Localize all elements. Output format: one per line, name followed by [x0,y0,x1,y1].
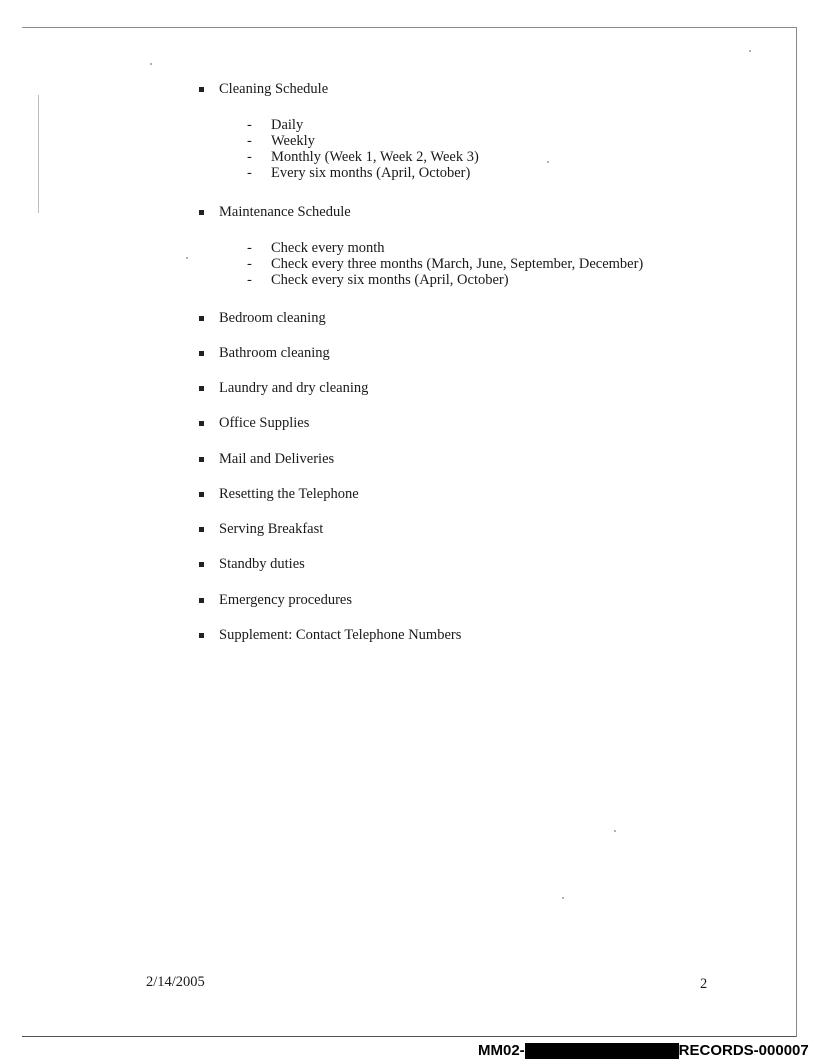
footer-date: 2/14/2005 [146,974,205,990]
scan-speck [749,50,751,52]
sub-item-label: Weekly [271,133,315,149]
dash-icon: - [247,149,252,165]
list-item-label: Serving Breakfast [219,521,324,537]
list-item-label: Bathroom cleaning [219,345,330,361]
sub-item-label: Check every month [271,240,385,256]
redaction-block [525,1043,679,1059]
sub-item-label: Check every six months (April, October) [271,272,509,288]
bullet-icon [199,492,204,497]
dash-icon: - [247,165,252,181]
list-item-label: Office Supplies [219,415,310,431]
list-item-label: Bedroom cleaning [219,310,326,326]
list-item-label: Cleaning Schedule [219,81,329,97]
bullet-icon [199,87,204,92]
sub-item-label: Check every three months (March, June, September, December) [271,256,644,272]
bates-prefix: MM02- [478,1042,525,1059]
scan-speck [614,830,616,832]
bullet-icon [199,562,204,567]
scan-speck [562,897,564,899]
page-number: 2 [700,976,708,992]
sub-item-label: Every six months (April, October) [271,165,471,181]
bullet-icon [199,457,204,462]
bullet-icon [199,633,204,638]
list-item-label: Emergency procedures [219,592,352,608]
scan-speck [186,257,188,259]
bullet-icon [199,386,204,391]
dash-icon: - [247,117,252,133]
list-item-label: Mail and Deliveries [219,451,335,467]
dash-icon: - [247,256,252,272]
sub-item-label: Monthly (Week 1, Week 2, Week 3) [271,149,479,165]
bullet-icon [199,598,204,603]
dash-icon: - [247,133,252,149]
list-item-label: Standby duties [219,556,305,572]
dash-icon: - [247,240,252,256]
list-item-label: Resetting the Telephone [219,486,359,502]
sub-item-label: Daily [271,117,304,133]
bullet-icon [199,316,204,321]
scan-speck [547,161,549,163]
bates-suffix: RECORDS-000007 [678,1042,809,1059]
bullet-icon [199,527,204,532]
list-item-label: Maintenance Schedule [219,204,351,220]
list-item-label: Laundry and dry cleaning [219,380,369,396]
scan-artifact [38,95,39,213]
scan-speck [150,63,152,65]
bullet-icon [199,210,204,215]
dash-icon: - [247,272,252,288]
bullet-icon [199,351,204,356]
bates-stamp [478,1042,809,1060]
bullet-icon [199,421,204,426]
list-item-label: Supplement: Contact Telephone Numbers [219,627,462,643]
